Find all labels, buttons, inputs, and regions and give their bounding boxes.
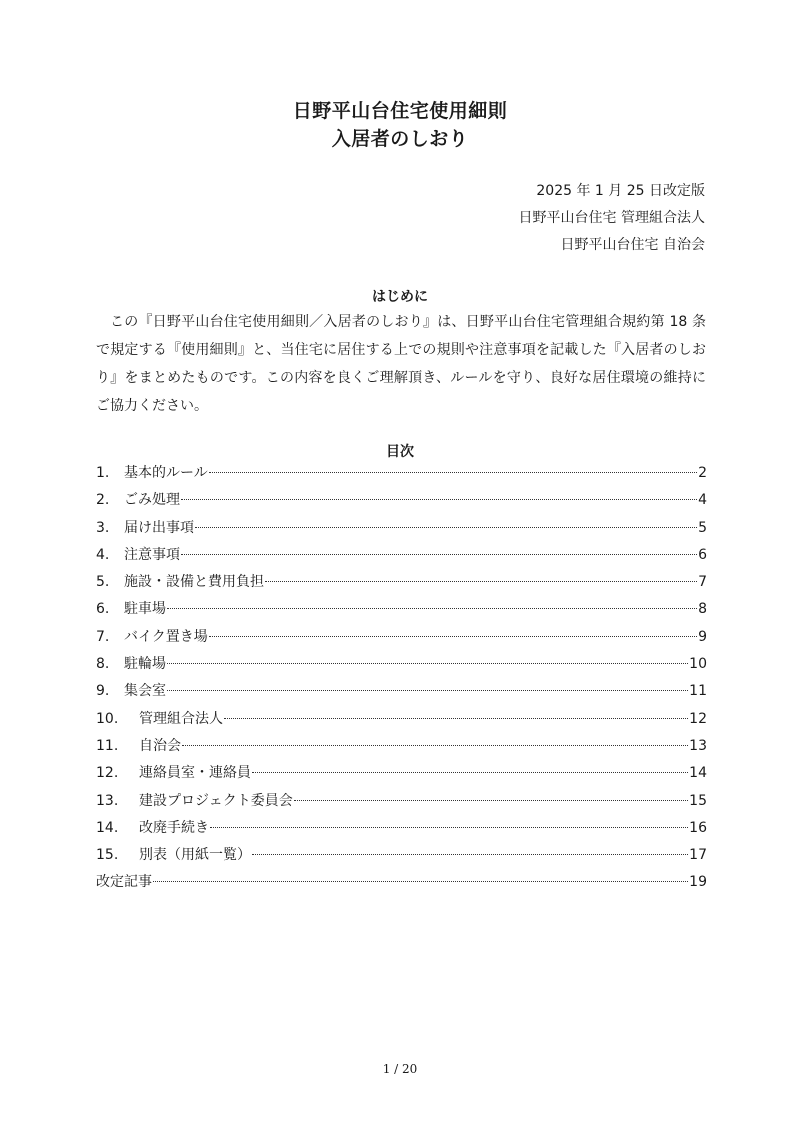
toc-item-label: 連絡員室・連絡員 [139,765,251,782]
toc-item-page: 9 [698,628,707,645]
toc-item-liaison-office[interactable] [96,760,707,787]
toc-item-number: 15. [96,847,119,864]
toc-item-label: 改廃手続き [139,819,209,836]
toc-dot-leader [209,636,697,637]
toc-item-label: 施設・設備と費用負担 [124,574,264,591]
toc-dot-leader [252,854,688,855]
toc-item-number: 11. [96,737,119,754]
toc-item-page: 4 [698,492,707,509]
toc-item-page: 11 [689,683,707,700]
toc-item-residents-association[interactable] [96,733,707,760]
toc-item-label: 管理組合法人 [139,710,223,727]
toc-item-page: 15 [689,792,707,809]
toc-dot-leader [153,881,688,882]
toc-item-management-association[interactable] [96,706,707,733]
toc-dot-leader [167,690,688,691]
toc-item-number: 4. [96,546,110,563]
toc-item-page: 14 [689,765,707,782]
toc-item-label: 別表（用紙一覧） [139,847,251,864]
toc-heading: 目次 [386,444,414,460]
toc-item-page: 16 [689,819,707,836]
toc-item-label: 注意事項 [124,546,180,563]
toc-dot-leader [182,745,688,746]
toc-item-cautions[interactable] [96,542,707,569]
toc-dot-leader [265,581,697,582]
toc-item-page: 2 [698,465,707,481]
toc-dot-leader [252,772,688,773]
toc-item-number: 2. [96,492,110,509]
toc-item-page: 17 [689,847,707,864]
document-subtitle: 入居者のしおり [331,128,469,150]
toc-dot-leader [209,472,697,473]
document-title: 日野平山台住宅使用細則 [292,100,508,122]
toc-item-garbage[interactable] [96,487,707,514]
toc-item-number: 9. [96,683,110,700]
toc-item-page: 19 [689,874,707,891]
toc-item-label: 駐車場 [124,601,166,618]
toc-item-meeting-room[interactable] [96,678,707,705]
toc-item-label: 改定記事 [96,874,152,891]
toc-item-construction-committee[interactable] [96,788,707,815]
toc-item-label: 駐輪場 [124,656,166,673]
toc-item-label: 自治会 [139,737,181,754]
toc-item-label: 届け出事項 [124,519,194,536]
toc-item-facilities-costs[interactable] [96,569,707,596]
toc-item-number: 8. [96,656,110,673]
toc-dot-leader [181,554,697,555]
toc-item-motorbike-parking[interactable] [96,624,707,651]
toc-item-number: 14. [96,819,119,836]
toc-item-notifications[interactable] [96,515,707,542]
issuer-management-association: 日野平山台住宅 管理組合法人 [518,210,705,226]
toc-dot-leader [294,800,688,801]
issuer-residents-association: 日野平山台住宅 自治会 [560,237,705,253]
toc-item-page: 7 [698,574,707,591]
toc-item-number: 13. [96,792,119,809]
toc-item-number: 7. [96,628,110,645]
toc-item-label: 基本的ルール [124,465,208,481]
toc-dot-leader [195,527,697,528]
toc-item-number: 1. [96,465,110,481]
toc-item-appendix-forms[interactable] [96,842,707,869]
toc-dot-leader [167,608,697,609]
toc-item-page: 5 [698,519,707,536]
toc-item-label: ごみ処理 [124,492,180,509]
revision-date: 2025 年 1 月 25 日改定版 [536,183,705,199]
toc-item-page: 12 [689,710,707,727]
page-indicator: 1 / 20 [382,1062,418,1076]
toc-item-page: 6 [698,546,707,563]
table-of-contents [96,460,707,897]
toc-item-bicycle-parking[interactable] [96,651,707,678]
intro-paragraph: この『日野平山台住宅使用細則／入居者のしおり』は、日野平山台住宅管理組合規約第 18 条で規定する『使用細則』と、当住宅に居住する上での規則や注意事項を記載した『入居者のしおり』をまとめたものです。この内容を良くご理解頂き、ルールを守り、良好な居住環境の維持にご協力ください。 [96,314,706,414]
toc-item-page: 8 [698,601,707,618]
toc-item-label: 集会室 [124,683,166,700]
toc-item-number: 10. [96,710,119,727]
toc-item-number: 3. [96,519,110,536]
toc-dot-leader [224,718,688,719]
toc-item-amendment-procedure[interactable] [96,815,707,842]
toc-item-page: 10 [689,656,707,673]
toc-item-number: 6. [96,601,110,618]
intro-heading: はじめに [372,289,428,305]
toc-item-basic-rules[interactable] [96,460,707,487]
toc-item-revision-history[interactable] [96,869,707,896]
toc-item-label: 建設プロジェクト委員会 [139,792,293,809]
toc-item-label: バイク置き場 [124,628,208,645]
toc-item-number: 12. [96,765,119,782]
toc-item-parking[interactable] [96,596,707,623]
toc-item-page: 13 [689,737,707,754]
toc-dot-leader [167,663,688,664]
toc-item-number: 5. [96,574,110,591]
toc-dot-leader [181,499,697,500]
toc-dot-leader [210,827,688,828]
